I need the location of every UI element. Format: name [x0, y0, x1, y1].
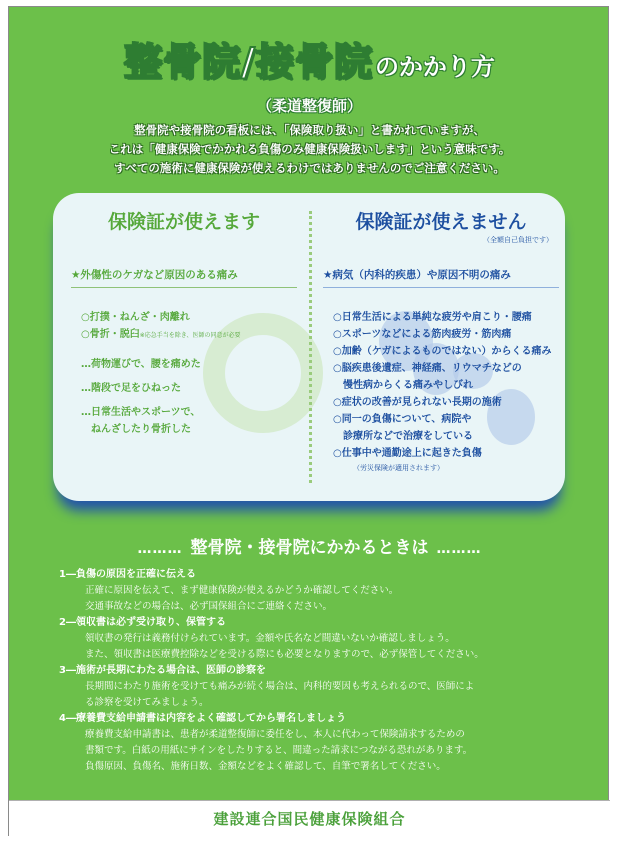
- guide-section-line: 領収書の発行は義務付けられています。金額や氏名など間違いないか確認しましょう。: [85, 633, 455, 644]
- list-item-label: ○骨折・脱臼: [81, 329, 140, 340]
- title-main: 整骨院/接骨院: [124, 40, 373, 84]
- list-item: ○日常生活による単純な疲労や肩こり・腰痛: [333, 312, 532, 323]
- intro-line: すべての施術に健康保険が使えるわけではありませんのでご注意ください。: [114, 161, 505, 175]
- spacer: [81, 397, 297, 404]
- footer: [9, 800, 610, 837]
- comparison-panel: [53, 193, 565, 501]
- list-item: ○脳疾患後遺症、神経痛、リウマチなどの: [333, 363, 522, 374]
- title-suffix: のかかり方: [374, 53, 495, 81]
- covered-heading: 保険証が使えます: [107, 211, 260, 233]
- guide-section-heading: 1―負傷の原因を正確に伝える: [59, 569, 196, 580]
- intro-line: これは「健康保険でかかれる負傷のみ健康保険扱いします」という意味です。: [108, 142, 511, 156]
- dots-left: ………: [137, 541, 183, 557]
- guide-section: [59, 567, 589, 615]
- example-item: …階段で足をひねった: [81, 383, 181, 394]
- column-divider: [309, 211, 312, 483]
- list-item: 診療所などで治療をしている: [333, 431, 473, 442]
- not-covered-note: （全額自己負担です）: [483, 236, 553, 244]
- guide-section-heading: 2―領収書は必ず受け取り、保管する: [59, 617, 226, 628]
- guide-section-heading: 3―施術が長期にわたる場合は、医師の診察を: [59, 665, 266, 676]
- guide-section-line: 負傷原因、負傷名、施術日数、金額などをよく確認して、自筆で署名してください。: [85, 761, 446, 772]
- covered-star-line: ★外傷性のケガなど原因のある痛み: [71, 267, 297, 288]
- guide-section: [59, 711, 589, 775]
- guide-section-line: る診察を受けてみましょう。: [85, 697, 209, 708]
- guide-list: [59, 567, 589, 775]
- list-item: ○症状の改善が見られない長期の施術: [333, 397, 502, 408]
- covered-column: [71, 207, 297, 435]
- guide-section-line: 長期間にわたり施術を受けても痛みが続く場合は、内科的要因も考えられるので、医師によ: [85, 681, 475, 692]
- list-item-note: ※応急手当を除き、医師の同意が必要: [139, 332, 241, 339]
- guide-section: [59, 615, 589, 663]
- guide-section: [59, 663, 589, 711]
- poster-title: [9, 31, 610, 86]
- poster-subtitle: （柔道整復師）: [256, 97, 362, 115]
- not-covered-heading: 保険証が使えません: [355, 211, 527, 233]
- example-item: ねんざしたり骨折した: [81, 424, 191, 435]
- example-item: …日常生活やスポーツで、: [81, 407, 201, 418]
- guide-title-text: 整骨院・接骨院にかかるときは: [190, 538, 429, 558]
- list-item: 慢性病からくる痛みやしびれ: [333, 380, 473, 391]
- intro-line: 整骨院や接骨院の看板には、「保険取り扱い」と書かれていますが、: [134, 123, 485, 137]
- guide-section-line: 書類です。白紙の用紙にサインをしたりすると、間違った請求につながる恐れがあります。: [85, 745, 473, 756]
- not-covered-star-line: ★病気（内科的疾患）や原因不明の痛み: [323, 267, 559, 288]
- not-covered-column: [323, 207, 559, 472]
- list-item: ○加齢（ケガによるものではない）からくる痛み: [333, 346, 552, 357]
- covered-list: [81, 309, 297, 438]
- list-item: ○スポーツなどによる筋肉疲労・筋肉痛: [333, 329, 512, 340]
- footer-organization: 建設連合国民健康保険組合: [213, 810, 406, 828]
- spacer: [81, 344, 297, 356]
- dots-right: ………: [436, 541, 482, 557]
- example-item: …荷物運びで、腰を痛めた: [81, 359, 201, 370]
- list-item: ○同一の負傷について、病院や: [333, 414, 472, 425]
- guide-section-heading: 4―療養費支給申請書は内容をよく確認してから署名しましょう: [59, 713, 346, 724]
- list-item: ○打撲・ねんざ・肉離れ: [81, 312, 190, 323]
- list-item: [81, 326, 297, 344]
- intro-text: [29, 121, 590, 178]
- guide-section-line: 交通事故などの場合は、必ず国保組合にご連絡ください。: [85, 601, 333, 612]
- spacer: [81, 373, 297, 380]
- guide-section-line: 正確に原因を伝えて、まず健康保険が使えるかどうか確認してください。: [85, 585, 399, 596]
- not-covered-list: [333, 309, 563, 474]
- list-item-note: （労災保険が適用されます）: [353, 464, 444, 472]
- poster: [8, 6, 609, 836]
- guide-section-line: 療養費支給申請書は、患者が柔道整復師に委任をし、本人に代わって保険請求するための: [85, 729, 465, 740]
- list-item: ○仕事中や通勤途上に起きた負傷: [333, 448, 482, 459]
- guide-section-line: また、領収書は医療費控除などを受ける際にも必要となりますので、必ず保管してください。: [85, 649, 484, 660]
- guide-title: [9, 533, 610, 558]
